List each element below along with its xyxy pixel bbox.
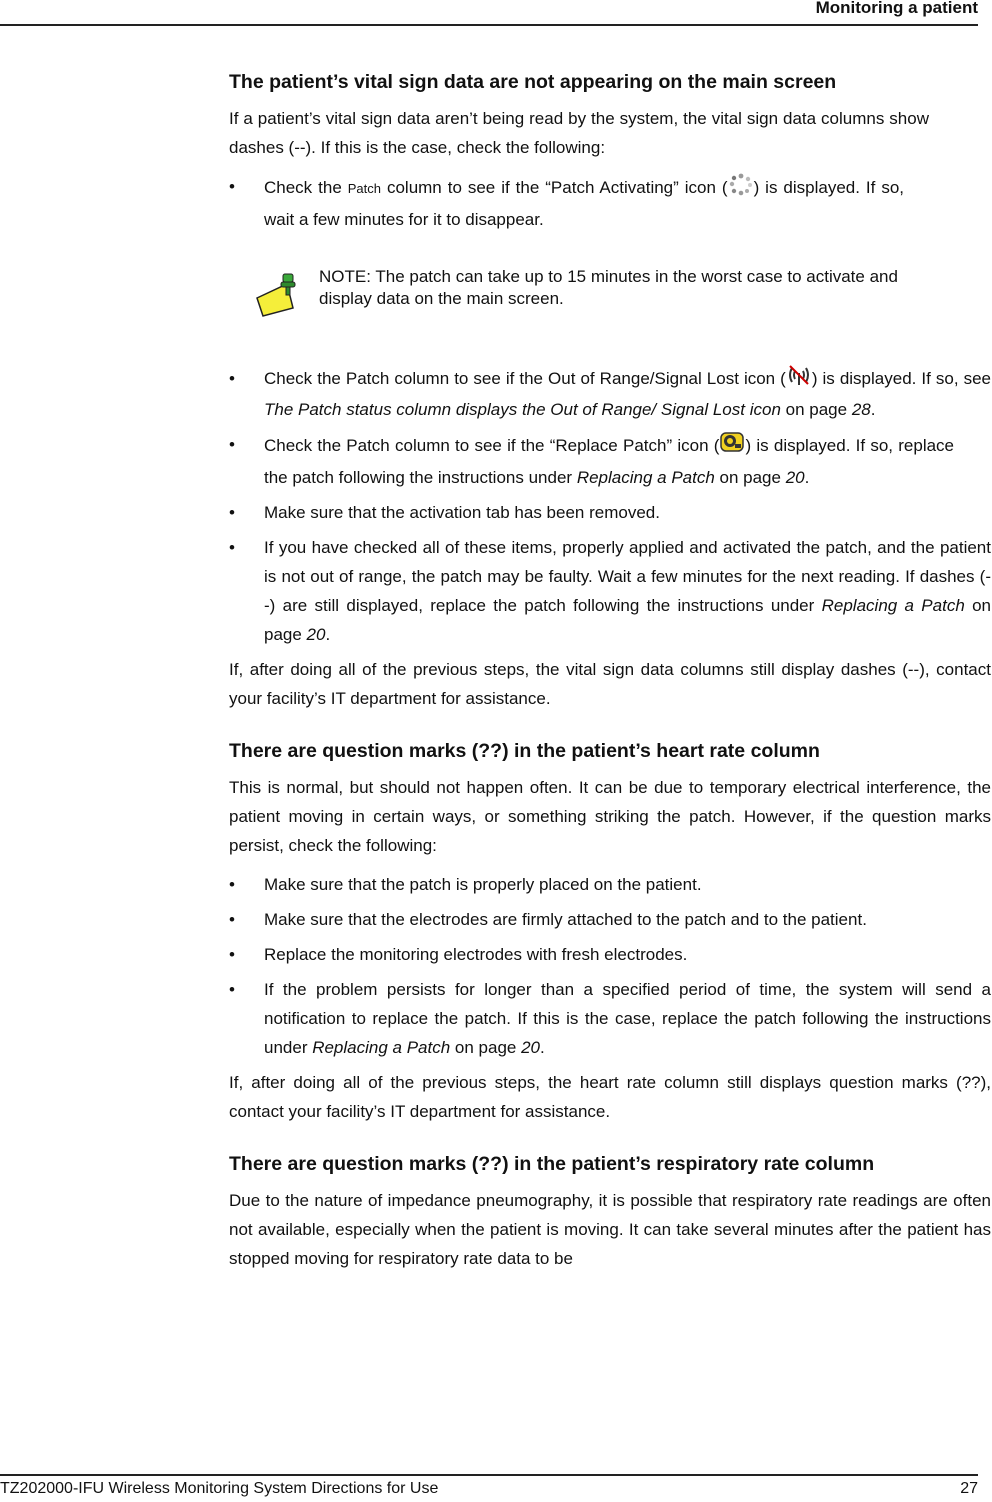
header-rule	[0, 24, 978, 26]
page-header-title: Monitoring a patient	[815, 0, 978, 17]
note-text: NOTE: The patch can take up to 15 minutes in the worst case to activate and display data on the main screen.	[319, 267, 898, 308]
section-closing: If, after doing all of the previous steps, the heart rate column still displays question marks (??), contact your facility’s IT department for assistance.	[229, 1073, 991, 1122]
footer-rule	[0, 1474, 978, 1476]
section-heading-heart-rate: There are question marks (??) in the patient’s heart rate column	[229, 740, 820, 763]
note-pin-icon	[253, 270, 303, 323]
list-item: • If you have checked all of these items, properly applied and activated the patch, and the patient is not out of range, the patch may be faulty. Wait a few minutes for the next reading. If dashes (--) are still displayed, replace the patch following the instructions under Replacing a Patch on page 20.	[229, 538, 991, 645]
list-item: • Check the Patch column to see if the Out of Range/Signal Lost icon ( ) is displayed. If so, see The Patch status column displays the Out of Range/ Signal Lost icon on page 28.	[229, 364, 991, 424]
page-content	[229, 70, 991, 1273]
note-box	[229, 266, 991, 326]
list-item: • Make sure that the electrodes are firmly attached to the patch and to the patient.	[229, 910, 867, 930]
list-item: • Make sure that the activation tab has been removed.	[229, 503, 660, 523]
section-intro: If a patient’s vital sign data aren’t being read by the system, the vital sign data columns show dashes (--). If this is the case, check the following:	[229, 109, 929, 157]
signal-lost-icon	[786, 364, 812, 395]
section-heading-respiratory-rate: There are question marks (??) in the patient’s respiratory rate column	[229, 1153, 875, 1176]
replace-patch-icon	[719, 430, 745, 463]
list-item: • Replace the monitoring electrodes with fresh electrodes.	[229, 945, 688, 965]
footer-doc-title: TZ202000-IFU Wireless Monitoring System Directions for Use	[0, 1480, 439, 1497]
list-item: • Check the Patch column to see if the “Patch Activating” icon ( ) is displayed. If so, wait a few minutes for it to disappear.	[229, 172, 904, 234]
section-intro: Due to the nature of impedance pneumography, it is possible that respiratory rate readings are often not available, especially when the patient is moving. It can take several minutes after the patient has stopped moving for respiratory rate data to be	[229, 1191, 991, 1269]
list-item: • Make sure that the patch is properly placed on the patient.	[229, 875, 702, 895]
list-item: • Check the Patch column to see if the “Replace Patch” icon ( ) is displayed. If so, replace the patch following the instructions under Replacing a Patch on page 20.	[229, 430, 954, 492]
section-closing: If, after doing all of the previous steps, the vital sign data columns still display dashes (--), contact your facility’s IT department for assistance.	[229, 660, 991, 709]
list-item: • If the problem persists for longer than a specified period of time, the system will send a notification to replace the patch. If this is the case, replace the patch following the instructions under Replacing a Patch on page 20.	[229, 980, 991, 1058]
page-number: 27	[960, 1480, 978, 1497]
section-heading-vital-signs: The patient’s vital sign data are not appearing on the main screen	[229, 71, 837, 93]
patch-activating-icon	[728, 172, 754, 205]
section-intro: This is normal, but should not happen often. It can be due to temporary electrical interference, the patient moving in certain ways, or something striking the patch. However, if the question marks persist, check the following:	[229, 778, 991, 856]
